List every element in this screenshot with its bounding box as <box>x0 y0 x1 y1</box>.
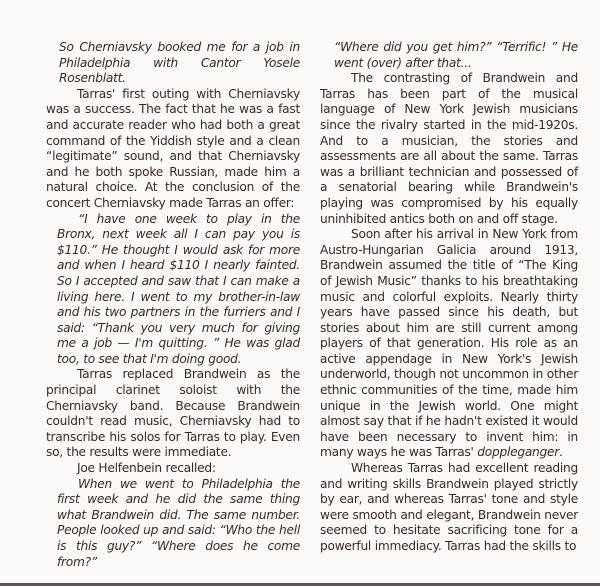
left-column <box>46 40 300 570</box>
paragraph-end: . <box>559 445 563 460</box>
quote-rosenblatt: So Cherniavsky booked me for a job in Philadelphia with Cantor Yosele Rosenblatt. <box>59 40 300 86</box>
emphasis-doppleganger: doppleganger <box>477 445 560 460</box>
paragraph-whereas: Whereas Tarras had excellent reading and writing skills Brandwein played strictly by ear, and whereas Tarras' tone and style were smooth and elegant, Brandwein never seemed to hesitate sacrificing tone for a powerful immediacy. Tarras had the skills to <box>320 461 578 553</box>
paragraph-text: Soon after his arrival in New York from Austro-Hungarian Galicia around 1913, Brandwein assumed the title of “The King of Jewish Music” thanks to his breathtaking music and colorful exploits. Nearly thirty years have passed since his death, but stories about him are still current among players of that generation. His role as an active appendage in New York's Jewish underworld, though not uncommon in other ethnic communities of the time, made him unique in the Jewish world. One might almost say that if he hadn't existed it would have been necessary to invent him: in many ways he was Tarras' <box>320 227 578 460</box>
paragraph-replaced-brandwein: Tarras replaced Brandwein as the principal clarinet soloist with the Cherniavsky band. Because Brandwein couldn't read music, Cherniavsky had to transcribe his solos for Tarras to play. Even so, the results were immediate. <box>46 367 300 460</box>
paragraph-helfenbein-recalled: Joe Helfenbein recalled: <box>77 461 216 476</box>
quote-continuation: “Where did you get him?” “Terrific! ” He went (over) after that... <box>334 40 578 70</box>
quote-philadelphia: When we went to Philadelphia the first week and he did the same thing what Brandwein did. The same number. People looked up and said: “Who the hell is this guy?” “Where does he come from?” <box>57 476 300 569</box>
quote-bronx-offer: “I have one week to play in the Bronx, next week all I can pay you is $110.” He thought I would ask for more and when I heard $110 I nearly fainted. So I accepted and saw that I can make a living here. I went to my brother-in-law and his two partners in the furriers and I said: “Thank you very much for giving me a job — I'm quitting. ” He was glad too, to see that I'm doing good. <box>57 211 300 366</box>
paragraph-first-outing: Tarras' first outing with Cherniavsky was a success. The fact that he was a fast and accurate reader who had both a great command of the Yiddish style and a clean “legitimate” sound, and that Cherniavsky and he both spoke Russian, made him a natural choice. At the conclusion of the concert Cherniavsky made Tarras an offer: <box>46 86 300 210</box>
paragraph-king-of-jewish-music <box>320 227 578 461</box>
right-column <box>320 40 578 555</box>
paragraph-contrasting: The contrasting of Brandwein and Tarras has been part of the musical language of New York Jewish musicians since the rivalry started in the mid-1920s. And to a musician, the stories and assessments are all about the same. Tarras was a brilliant technician and possessed of a senatorial bearing while Brandwein's playing was compromised by his equally uninhibited antics both on and off stage. <box>320 71 578 226</box>
